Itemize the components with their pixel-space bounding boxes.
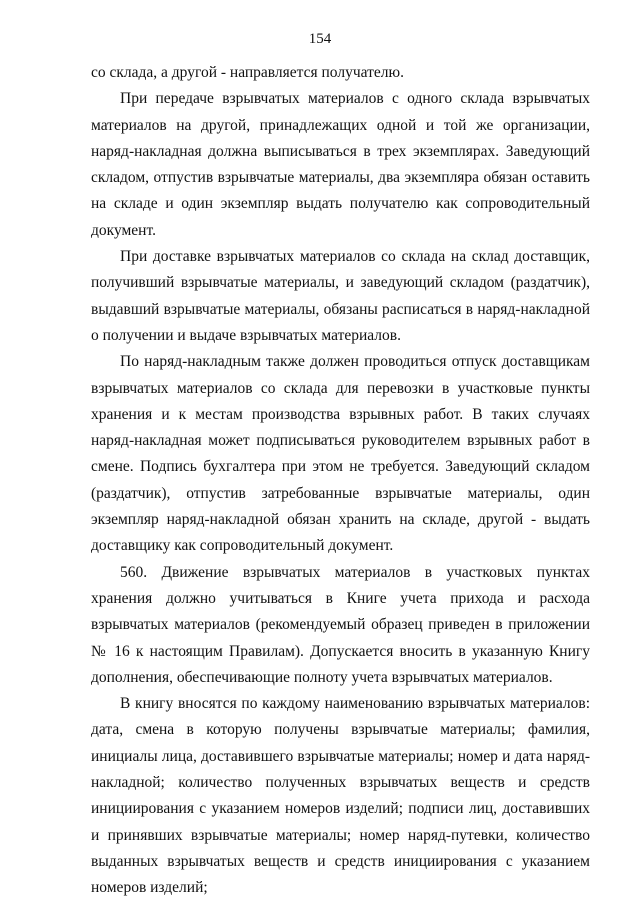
page-body: [91, 60, 590, 902]
paragraph-release-to-couriers: По наряд-накладным также должен проводиться отпуск доставщикам взрывчатых материалов со склада для перевозки в участковые пункты хранения и к местам производства взрывных работ. В таких случаях наряд-накладная может подписываться руководителем взрывных работ в смене. Подпись бухгалтера при этом не требуется. Заведующий складом (раздатчик), отпустив затребованные взрывчатые материалы, один экземпляр наряд-накладной обязан хранить на складе, другой - выдать доставщику как сопроводительный документ.: [91, 353, 590, 555]
paragraph-transfer-between-warehouses: При передаче взрывчатых материалов с одного склада взрывчатых материалов на другой, принадлежащих одной и той же организации, наряд-накладная должна выписываться в трех экземплярах. Заведующий складом, отпустив взрывчатые материалы, два экземпляра обязан оставить на складе и один экземпляр выдать получателю как сопроводительный документ.: [91, 90, 590, 239]
page-number: 154: [308, 31, 332, 47]
paragraph-delivery-signatures: При доставке взрывчатых материалов со склада на склад доставщик, получивший взрывчатые материалы, и заведующий складом (раздатчик), выдавший взрывчатые материалы, обязаны расписаться в наряд-накладной о получении и выдаче взрывчатых материалов.: [91, 248, 590, 344]
paragraph-book-entries: В книгу вносятся по каждому наименованию взрывчатых материалов: дата, смена в которую получены взрывчатые материалы; фамилия, инициалы лица, доставившего взрывчатые материалы; номер и дата наряд-накладной; количество полученных взрывчатых веществ и средств инициирования с указанием номеров изделий; подписи лиц, доставивших и принявших взрывчатые материалы; номер наряд-путевки, количество выданных взрывчатых веществ и средств инициирования с указанием номеров изделий;: [91, 695, 590, 897]
paragraph-continuation: со склада, а другой - направляется получателю.: [91, 64, 404, 81]
paragraph-clause-560: 560. Движение взрывчатых материалов в участковых пунктах хранения должно учитываться в Книге учета прихода и расхода взрывчатых материалов (рекомендуемый образец приведен в приложении № 16 к настоящим Правилам). Допускается вносить в указанную Книгу дополнения, обеспечивающие полноту учета взрывчатых материалов.: [91, 563, 590, 686]
